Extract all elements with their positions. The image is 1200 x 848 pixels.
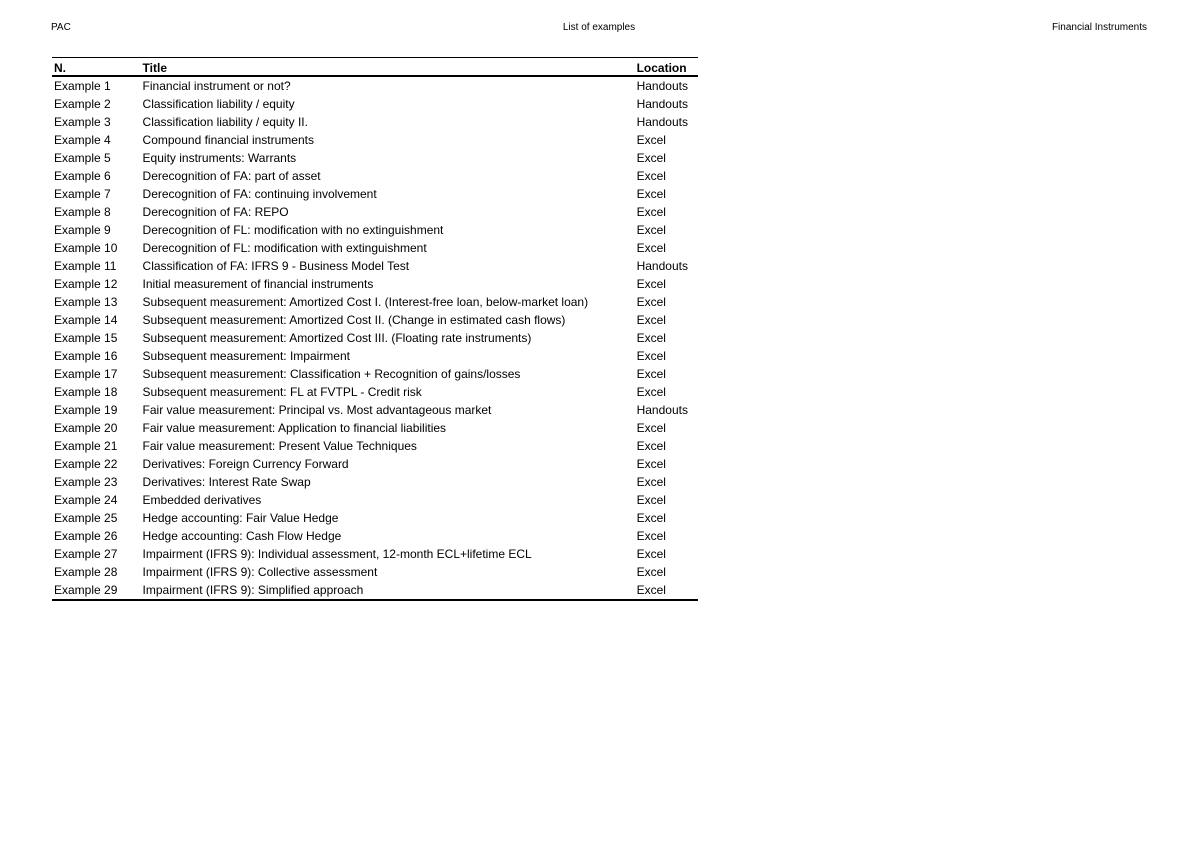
table-row [52, 76, 698, 95]
example-location-cell: Excel [636, 169, 666, 183]
table-row [52, 563, 698, 581]
example-title-cell: Derivatives: Interest Rate Swap [142, 475, 311, 489]
table-row [52, 167, 698, 185]
example-title-cell: Derecognition of FL: modification with extinguishment [142, 241, 427, 255]
example-location-cell: Excel [636, 313, 666, 327]
example-number-cell: Example 25 [54, 511, 118, 525]
example-number-cell: Example 21 [54, 439, 118, 453]
example-location-cell: Excel [636, 187, 666, 201]
example-number-cell: Example 10 [54, 241, 118, 255]
example-title-cell: Hedge accounting: Cash Flow Hedge [142, 529, 342, 543]
table-row [52, 545, 698, 563]
example-number-cell: Example 3 [54, 115, 111, 129]
table-row [52, 437, 698, 455]
example-location-cell: Handouts [636, 79, 688, 93]
example-number-cell: Example 13 [54, 295, 118, 309]
example-title-cell: Derecognition of FA: REPO [142, 205, 289, 219]
example-location-cell: Excel [636, 439, 666, 453]
table-row [52, 275, 698, 293]
example-number-cell: Example 4 [54, 133, 111, 147]
table-row [52, 311, 698, 329]
header-right-text: Financial Instruments [1051, 22, 1147, 33]
example-title-cell: Derecognition of FA: part of asset [142, 169, 321, 183]
example-number-cell: Example 18 [54, 385, 118, 399]
example-number-cell: Example 7 [54, 187, 111, 201]
example-location-cell: Excel [636, 205, 666, 219]
example-location-cell: Excel [636, 493, 666, 507]
example-title-cell: Hedge accounting: Fair Value Hedge [142, 511, 339, 525]
example-title-cell: Initial measurement of financial instruments [142, 277, 374, 291]
example-location-cell: Handouts [636, 259, 688, 273]
example-number-cell: Example 17 [54, 367, 118, 381]
table-row [52, 383, 698, 401]
example-number-cell: Example 11 [54, 259, 117, 273]
example-title-cell: Embedded derivatives [142, 493, 262, 507]
example-location-cell: Handouts [636, 403, 688, 417]
table-row [52, 203, 698, 221]
example-location-cell: Excel [636, 421, 666, 435]
table-header-row [52, 58, 698, 77]
example-number-cell: Example 8 [54, 205, 111, 219]
example-number-cell: Example 15 [54, 331, 118, 345]
example-title-cell: Subsequent measurement: Classification + Recognition of gains/losses [142, 367, 521, 381]
example-title-cell: Derecognition of FL: modification with no extinguishment [142, 223, 444, 237]
example-location-cell: Excel [636, 385, 666, 399]
example-title-cell: Subsequent measurement: Amortized Cost II. (Change in estimated cash flows) [142, 313, 566, 327]
example-title-cell: Classification of FA: IFRS 9 - Business Model Test [142, 259, 410, 273]
table-body [52, 76, 698, 600]
example-location-cell: Excel [636, 277, 666, 291]
example-number-cell: Example 28 [54, 565, 118, 579]
table-row [52, 293, 698, 311]
table-row [52, 239, 698, 257]
example-title-cell: Derecognition of FA: continuing involvement [142, 187, 377, 201]
example-number-cell: Example 20 [54, 421, 118, 435]
example-number-cell: Example 9 [54, 223, 111, 237]
table-row [52, 329, 698, 347]
example-location-cell: Excel [636, 583, 666, 597]
example-location-cell: Excel [636, 133, 666, 147]
example-number-cell: Example 14 [54, 313, 118, 327]
column-header-title: Title [141, 58, 635, 77]
example-location-cell: Excel [636, 457, 666, 471]
header-center-title: List of examples [562, 22, 636, 33]
examples-table-container [52, 57, 698, 601]
table-row [52, 365, 698, 383]
example-number-cell: Example 5 [54, 151, 111, 165]
table-row [52, 131, 698, 149]
example-title-cell: Impairment (IFRS 9): Individual assessment, 12-month ECL+lifetime ECL [142, 547, 532, 561]
table-row [52, 95, 698, 113]
example-number-cell: Example 24 [54, 493, 118, 507]
table-row [52, 527, 698, 545]
example-location-cell: Excel [636, 475, 666, 489]
example-location-cell: Handouts [636, 97, 688, 111]
example-number-cell: Example 6 [54, 169, 111, 183]
examples-table [52, 57, 698, 601]
table-row [52, 113, 698, 131]
example-title-cell: Classification liability / equity [142, 97, 295, 111]
example-title-cell: Fair value measurement: Principal vs. Most advantageous market [142, 403, 492, 417]
example-title-cell: Impairment (IFRS 9): Simplified approach [142, 583, 364, 597]
table-row [52, 401, 698, 419]
example-title-cell: Classification liability / equity II. [142, 115, 308, 129]
example-location-cell: Excel [636, 511, 666, 525]
example-location-cell: Excel [636, 529, 666, 543]
table-row [52, 581, 698, 600]
table-row [52, 149, 698, 167]
table-row [52, 419, 698, 437]
table-row [52, 347, 698, 365]
example-title-cell: Subsequent measurement: Impairment [142, 349, 350, 363]
example-title-cell: Derivatives: Foreign Currency Forward [142, 457, 349, 471]
example-title-cell: Financial instrument or not? [142, 79, 291, 93]
table-row [52, 473, 698, 491]
table-row [52, 491, 698, 509]
example-location-cell: Handouts [636, 115, 688, 129]
page-header [51, 22, 1147, 36]
example-location-cell: Excel [636, 547, 666, 561]
table-row [52, 257, 698, 275]
table-row [52, 509, 698, 527]
table-row [52, 221, 698, 239]
example-title-cell: Compound financial instruments [142, 133, 314, 147]
example-location-cell: Excel [636, 331, 666, 345]
example-location-cell: Excel [636, 151, 666, 165]
example-number-cell: Example 12 [54, 277, 118, 291]
example-number-cell: Example 16 [54, 349, 118, 363]
example-title-cell: Subsequent measurement: Amortized Cost III. (Floating rate instruments) [142, 331, 532, 345]
example-number-cell: Example 1 [54, 79, 111, 93]
example-title-cell: Fair value measurement: Application to financial liabilities [142, 421, 447, 435]
table-row [52, 185, 698, 203]
header-left-text: PAC [51, 22, 71, 33]
table-header [52, 58, 698, 77]
example-location-cell: Excel [636, 565, 666, 579]
example-location-cell: Excel [636, 295, 666, 309]
example-location-cell: Excel [636, 241, 666, 255]
example-location-cell: Excel [636, 367, 666, 381]
example-title-cell: Impairment (IFRS 9): Collective assessment [142, 565, 378, 579]
example-title-cell: Fair value measurement: Present Value Techniques [142, 439, 417, 453]
example-number-cell: Example 27 [54, 547, 118, 561]
table-row [52, 455, 698, 473]
example-number-cell: Example 26 [54, 529, 118, 543]
example-location-cell: Excel [636, 349, 666, 363]
example-title-cell: Equity instruments: Warrants [142, 151, 297, 165]
example-number-cell: Example 22 [54, 457, 118, 471]
example-number-cell: Example 2 [54, 97, 111, 111]
example-location-cell: Excel [636, 223, 666, 237]
column-header-number: N. [52, 58, 141, 77]
example-title-cell: Subsequent measurement: FL at FVTPL - Credit risk [142, 385, 422, 399]
example-number-cell: Example 19 [54, 403, 118, 417]
example-number-cell: Example 23 [54, 475, 118, 489]
example-title-cell: Subsequent measurement: Amortized Cost I. (Interest-free loan, below-market loan) [142, 295, 589, 309]
column-header-location: Location [635, 58, 698, 77]
example-number-cell: Example 29 [54, 583, 118, 597]
